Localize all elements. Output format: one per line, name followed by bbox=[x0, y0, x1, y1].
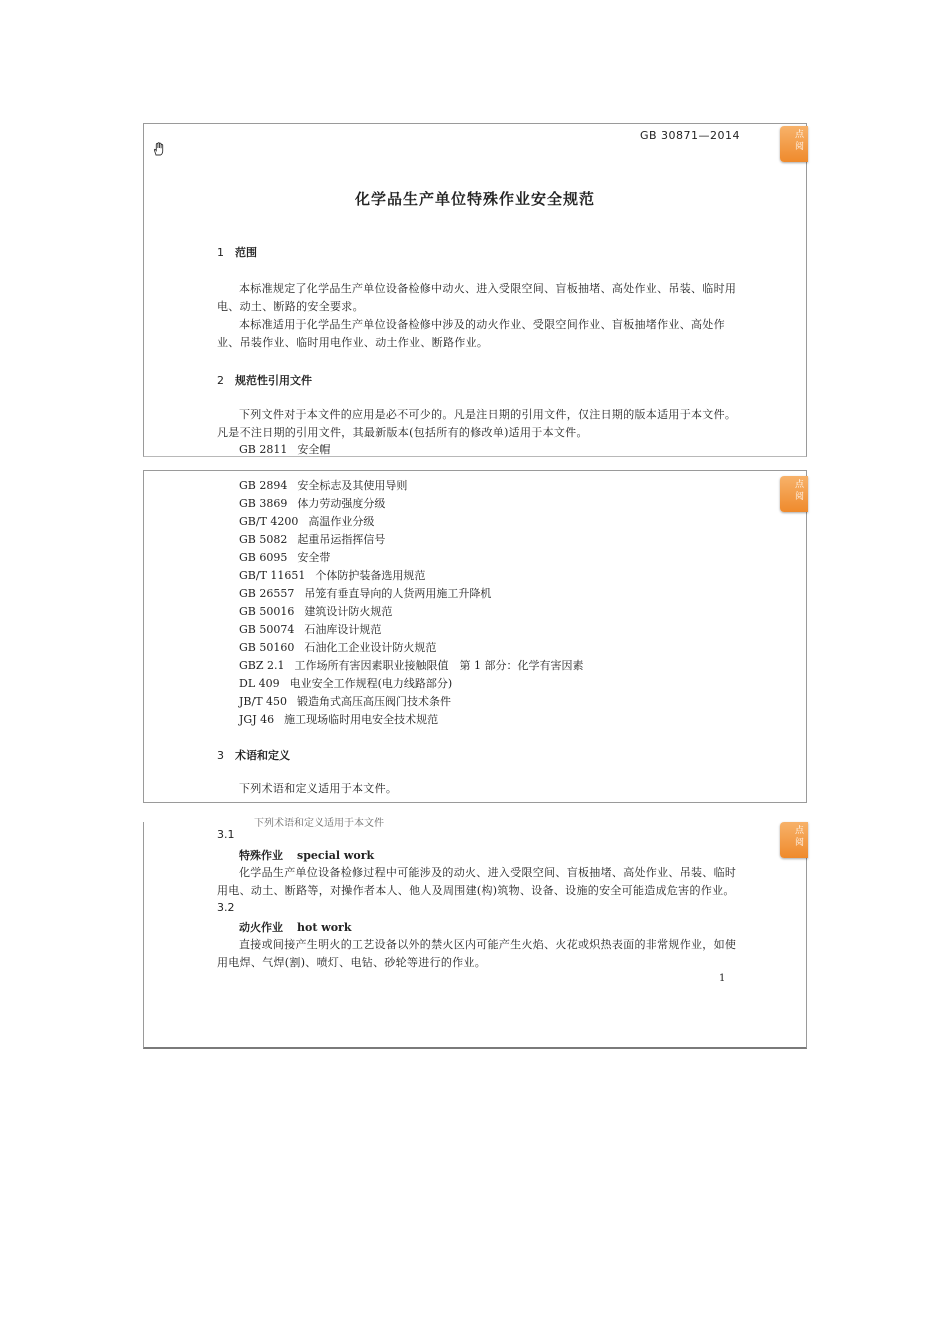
reference-code: JGJ 46 bbox=[239, 713, 275, 726]
reference-code: GB 50016 bbox=[239, 605, 295, 618]
reference-item bbox=[239, 677, 452, 691]
reference-code: DL 409 bbox=[239, 677, 280, 690]
reference-item bbox=[239, 515, 374, 529]
section-title: 术语和定义 bbox=[235, 749, 290, 762]
reference-item bbox=[239, 551, 330, 565]
reference-item bbox=[239, 623, 381, 637]
reference-item bbox=[239, 641, 436, 655]
reference-code: GBZ 2.1 bbox=[239, 659, 285, 672]
reference-code: GB 50074 bbox=[239, 623, 295, 636]
reference-name: 吊笼有垂直导向的人货两用施工升降机 bbox=[304, 587, 492, 600]
reference-name: 安全带 bbox=[297, 551, 331, 564]
clause-number: 3.1 bbox=[217, 828, 235, 841]
reference-code: GB 26557 bbox=[239, 587, 295, 600]
section-number: 1 bbox=[217, 246, 224, 259]
read-tab[interactable]: 点 阅 bbox=[780, 476, 808, 512]
reference-name: 高温作业分级 bbox=[308, 515, 375, 528]
reference-name: 安全标志及其使用导则 bbox=[297, 479, 408, 492]
read-tab[interactable]: 点 阅 bbox=[780, 126, 808, 162]
reference-code: GB 50160 bbox=[239, 641, 295, 654]
reference-item bbox=[239, 497, 385, 511]
cut-off-text: 下列术语和定义适用于本文件 bbox=[254, 818, 384, 829]
reference-item bbox=[239, 659, 584, 673]
reference-name: 电业安全工作规程(电力线路部分) bbox=[289, 677, 453, 690]
reference-item bbox=[239, 569, 425, 583]
reference-code: JB/T 450 bbox=[239, 695, 288, 708]
section-1-heading bbox=[217, 244, 257, 260]
document-title: 化学品生产单位特殊作业安全规范 bbox=[354, 190, 595, 208]
reference-item bbox=[239, 695, 451, 709]
section-title: 规范性引用文件 bbox=[235, 374, 312, 387]
references-intro: 下列文件对于本文件的应用是必不可少的。凡是注日期的引用文件，仅注日期的版本适用于本文件。凡是不注日期的引用文件，其最新版本(包括所有的修改单)适用于本文件。 bbox=[217, 408, 737, 439]
reference-code: GB/T 4200 bbox=[239, 515, 299, 528]
read-tab[interactable]: 点 阅 bbox=[780, 822, 808, 858]
reference-name: 锻造角式高压高压阀门技术条件 bbox=[297, 695, 452, 708]
reference-item bbox=[239, 587, 491, 601]
page-panel-2 bbox=[143, 470, 807, 803]
reference-name: 起重吊运指挥信号 bbox=[297, 533, 386, 546]
reference-code: GB 2811 bbox=[239, 443, 288, 456]
reference-item bbox=[239, 479, 407, 493]
page-panel-3 bbox=[143, 818, 807, 1049]
reference-name: 个体防护装备选用规范 bbox=[315, 569, 426, 582]
reference-name: 体力劳动强度分级 bbox=[297, 497, 386, 510]
scope-paragraph-1: 本标准规定了化学品生产单位设备检修中动火、进入受限空间、盲板抽堵、高处作业、吊装、临时用电、动土、断路的安全要求。 bbox=[217, 282, 737, 313]
reference-code: GB 5082 bbox=[239, 533, 288, 546]
reference-item bbox=[239, 533, 385, 547]
reference-name: 施工现场临时用电安全技术规范 bbox=[284, 713, 439, 726]
section-3-heading bbox=[217, 747, 290, 763]
reference-name: 石油化工企业设计防火规范 bbox=[304, 641, 437, 654]
term-heading bbox=[239, 919, 351, 935]
term-chinese: 动火作业 bbox=[239, 921, 283, 934]
reference-code: GB 3869 bbox=[239, 497, 288, 510]
term-definition: 直接或间接产生明火的工艺设备以外的禁火区内可能产生火焰、火花或炽热表面的非常规作业，如使用电焊、气焊(割)、喷灯、电钻、砂轮等进行的作业。 bbox=[217, 938, 737, 969]
clause-number: 3.2 bbox=[217, 901, 235, 914]
section-number: 2 bbox=[217, 374, 224, 387]
term-english: hot work bbox=[297, 921, 352, 934]
section-number: 3 bbox=[217, 749, 224, 762]
reference-code: GB/T 11651 bbox=[239, 569, 306, 582]
standard-number: GB 30871—2014 bbox=[639, 129, 740, 142]
hand-icon[interactable] bbox=[152, 142, 166, 156]
page-panel-1 bbox=[143, 123, 807, 457]
term-definition: 化学品生产单位设备检修过程中可能涉及的动火、进入受限空间、盲板抽堵、高处作业、吊装、临时用电、动土、断路等，对操作者本人、他人及周围建(构)筑物、设备、设施的安全可能造成危害的作业。 bbox=[217, 866, 737, 897]
reference-item bbox=[239, 713, 438, 727]
section-2-heading bbox=[217, 372, 312, 388]
term-english: special work bbox=[297, 849, 375, 862]
term-heading bbox=[239, 847, 374, 863]
reference-code: GB 2894 bbox=[239, 479, 288, 492]
reference-name: 工作场所有害因素职业接触限值 第 1 部分：化学有害因素 bbox=[294, 659, 584, 672]
reference-item bbox=[239, 605, 392, 619]
term-chinese: 特殊作业 bbox=[239, 849, 283, 862]
reference-item bbox=[239, 443, 330, 457]
section-title: 范围 bbox=[235, 246, 257, 259]
scope-paragraph-2: 本标准适用于化学品生产单位设备检修中涉及的动火作业、受限空间作业、盲板抽堵作业、高处作业、吊装作业、临时用电作业、动土作业、断路作业。 bbox=[217, 318, 725, 349]
reference-name: 建筑设计防火规范 bbox=[304, 605, 393, 618]
reference-code: GB 6095 bbox=[239, 551, 288, 564]
page-number: 1 bbox=[719, 973, 726, 984]
reference-name: 石油库设计规范 bbox=[304, 623, 382, 636]
reference-name: 安全帽 bbox=[297, 443, 331, 456]
terms-intro: 下列术语和定义适用于本文件。 bbox=[239, 782, 398, 795]
